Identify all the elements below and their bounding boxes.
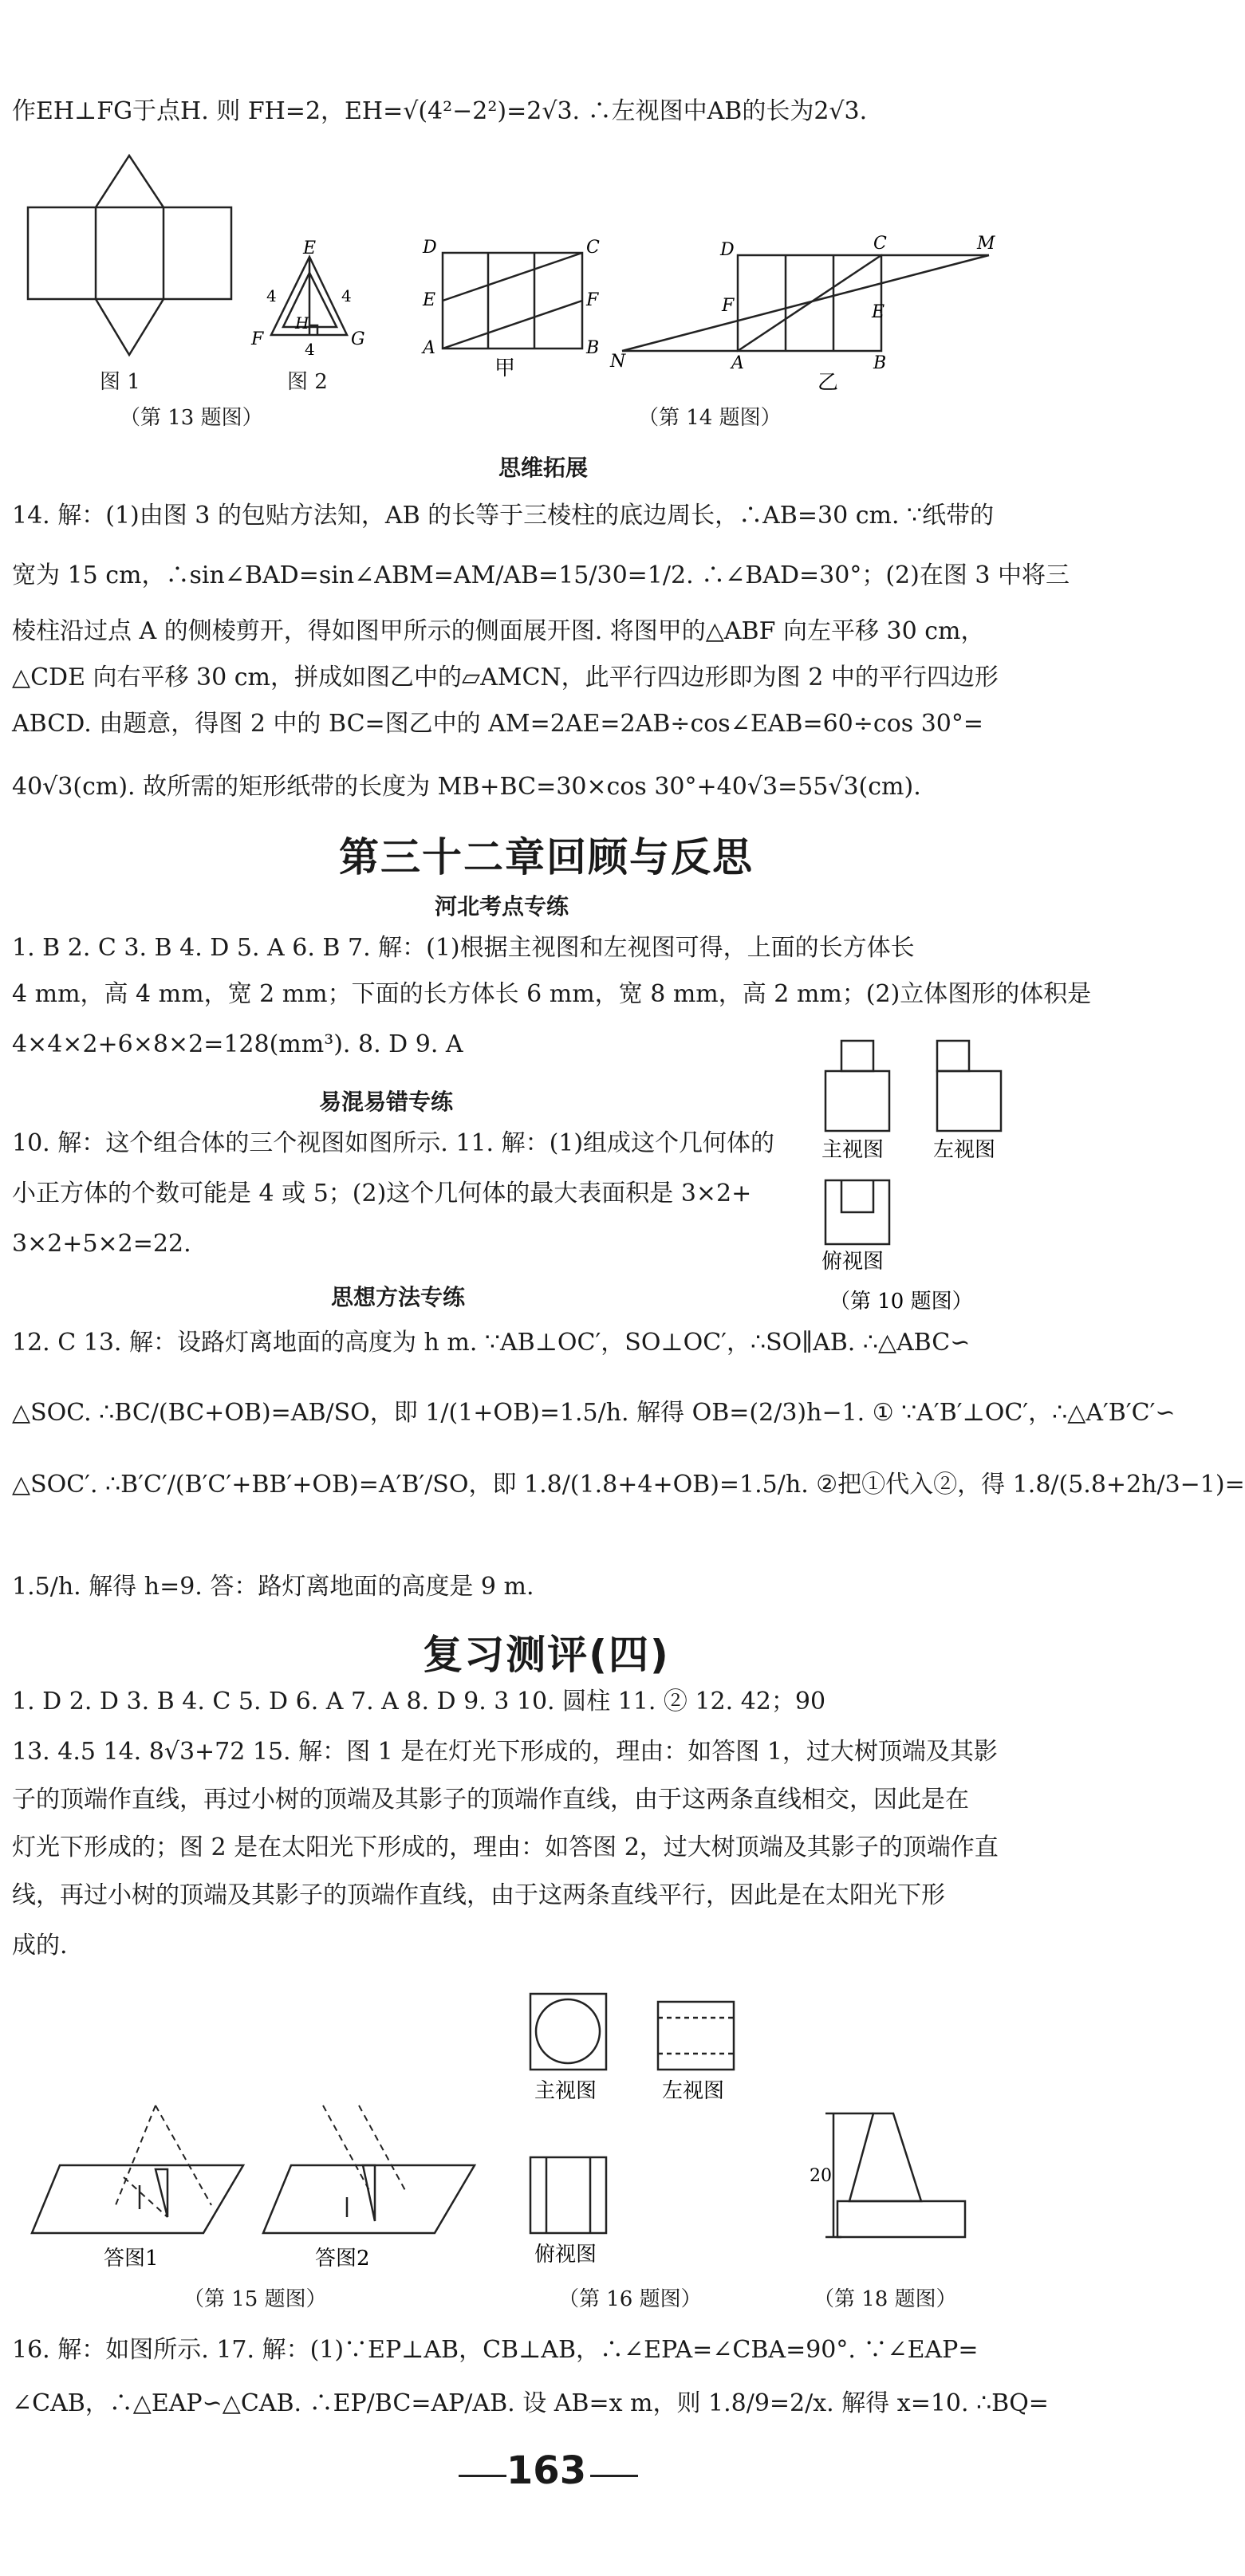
label-ans1: 答图1 — [104, 2247, 159, 2271]
review-line: 13. 4.5 14. 8√3+72 15. 解：图 1 是在灯光下形成的，理由：如答图 1，过大树顶端及其影 — [12, 1738, 998, 1766]
q12-line: △SOC′. ∴B′C′/(B′C′+BB′+OB)=A′B′/SO，即 1.8/(1.8+4+OB)=1.5/h. ②把①代入②，得 1.8/(5.8+2h/3−1)= — [12, 1471, 1245, 1499]
q14-line: △CDE 向右平移 30 cm，拼成如图乙中的▱AMCN，此平行四边形即为图 2 中的平行四边形 — [12, 664, 999, 691]
text-line: 作EH⊥FG于点H. 则 FH=2，EH=√(4²−2²)=2√3. ∴左视图中AB的长为2√3. — [12, 97, 868, 125]
q14-line: 宽为 15 cm，∴sin∠BAD=sin∠ABM=AM/AB=15/30=1/2. ∴∠BAD=30°；(2)在图 3 中将三 — [12, 561, 1070, 589]
label-B: B — [586, 338, 600, 358]
label-G: G — [351, 329, 365, 349]
figure-14-yi — [602, 231, 1017, 395]
label-height: 20 — [810, 2166, 832, 2186]
page-number: 163 — [506, 2448, 587, 2493]
review-line: 1. D 2. D 3. B 4. C 5. D 6. A 7. A 8. D 9. 3 10. 圆柱 11. ② 12. 42；90 — [12, 1688, 826, 1715]
fig-name-jia: 甲 — [494, 356, 516, 380]
chapter-title: 第三十二章回顾与反思 — [339, 834, 754, 880]
label-ans2: 答图2 — [315, 2247, 370, 2271]
label-side-left: 4 — [266, 286, 277, 305]
label-E: E — [423, 290, 436, 310]
page-dash-left — [459, 2475, 506, 2477]
hebei-line: 1. B 2. C 3. B 4. D 5. A 6. B 7. 解：(1)根据主视图和左视图可得，上面的长方体长 — [12, 934, 915, 962]
label-B: B — [873, 353, 887, 373]
sixiang-title: 思想方法专练 — [331, 1284, 466, 1310]
yihun-line: 3×2+5×2=22. — [12, 1230, 191, 1258]
review-line: 子的顶端作直线，再过小树的顶端及其影子的顶端作直线，由于这两条直线相交，因此是在 — [12, 1786, 969, 1814]
label-C: C — [586, 238, 600, 258]
fig1-caption: 图 1 — [100, 370, 140, 394]
figure-13-triangle — [239, 239, 379, 359]
yihun-line: 10. 解：这个组合体的三个视图如图所示. 11. 解：(1)组成这个几何体的 — [12, 1129, 775, 1157]
label-left-view: 左视图 — [662, 2079, 725, 2103]
caption-10: （第 10 题图） — [829, 1290, 973, 1314]
label-D: D — [423, 238, 437, 258]
label-A: A — [423, 338, 435, 358]
label-F: F — [722, 296, 735, 316]
siwei-title: 思维拓展 — [498, 455, 589, 481]
q14-line: 棱柱沿过点 A 的侧棱剪开，得如图甲所示的侧面展开图. 将图甲的△ABF 向左平移 30 cm， — [12, 617, 985, 645]
figure-13-net — [24, 148, 239, 375]
label-A: A — [731, 353, 744, 373]
q12-line: 12. C 13. 解：设路灯离地面的高度为 h m. ∵AB⊥OC′，SO⊥OC′，∴SO∥AB. ∴△ABC∽ — [12, 1329, 971, 1357]
label-M: M — [977, 234, 995, 254]
label-F: F — [586, 290, 599, 310]
q14-line: ABCD. 由题意，得图 2 中的 BC=图乙中的 AM=2AE=2AB÷cos∠EAB=60÷cos 30°= — [12, 710, 984, 738]
label-top-view: 俯视图 — [534, 2243, 597, 2267]
label-C: C — [873, 234, 887, 254]
label-F: F — [251, 329, 264, 349]
q12-line: 1.5/h. 解得 h=9. 答：路灯离地面的高度是 9 m. — [12, 1573, 534, 1601]
fig-name-yi: 乙 — [818, 371, 839, 395]
label-E: E — [303, 238, 317, 258]
label-front-view: 主视图 — [821, 1138, 885, 1162]
caption-13: （第 13 题图） — [120, 406, 263, 430]
fig2-caption: 图 2 — [287, 370, 328, 394]
review-line: 线，再过小树的顶端及其影子的顶端作直线，由于这两条直线平行，因此是在太阳光下形 — [12, 1881, 945, 1909]
review-title: 复习测评(四) — [423, 1632, 670, 1678]
review-line: 灯光下形成的；图 2 是在太阳光下形成的，理由：如答图 2，过大树顶端及其影子的顶端作直 — [12, 1834, 999, 1861]
figure-16-views — [518, 1978, 758, 2281]
label-top-view: 俯视图 — [821, 1250, 885, 1274]
figure-14-jia — [415, 235, 600, 380]
label-D: D — [720, 240, 735, 260]
q16-line: ∠CAB，∴△EAP∽△CAB. ∴EP/BC=AP/AB. 设 AB=x m，则 1.8/9=2/x. 解得 x=10. ∴BQ= — [12, 2389, 1049, 2417]
label-E: E — [872, 302, 885, 322]
label-front-view: 主视图 — [534, 2079, 597, 2103]
label-base: 4 — [305, 340, 315, 359]
yihun-line: 小正方体的个数可能是 4 或 5；(2)这个几何体的最大表面积是 3×2+ — [12, 1180, 752, 1207]
hebei-title: 河北考点专练 — [435, 893, 569, 920]
q14-line: 40√3(cm). 故所需的矩形纸带的长度为 MB+BC=30×cos 30°+40√3=55√3(cm). — [12, 773, 921, 801]
hebei-line: 4×4×2+6×8×2=128(mm³). 8. D 9. A — [12, 1030, 463, 1058]
caption-16: （第 16 题图） — [558, 2287, 702, 2311]
caption-15: （第 15 题图） — [183, 2287, 327, 2311]
figure-18 — [806, 2097, 965, 2281]
review-line: 成的. — [12, 1932, 68, 1960]
label-side-right: 4 — [341, 286, 352, 305]
q12-line: △SOC. ∴BC/(BC+OB)=AB/SO，即 1/(1+OB)=1.5/h. 解得 OB=(2/3)h−1. ① ∵A′B′⊥OC′，∴△A′B′C′∽ — [12, 1399, 1176, 1427]
label-left-view: 左视图 — [933, 1138, 996, 1162]
yihun-title: 易混易错专练 — [319, 1089, 454, 1115]
q14-line: 14. 解：(1)由图 3 的包贴方法知，AB 的长等于三棱柱的底边周长，∴AB=30 cm. ∵纸带的 — [12, 502, 995, 530]
label-N: N — [610, 352, 626, 372]
figure-10-views — [806, 1037, 1061, 1324]
figure-15-shadows — [28, 2090, 483, 2281]
hebei-line: 4 mm，高 4 mm，宽 2 mm；下面的长方体长 6 mm，宽 8 mm，高 2 mm；(2)立体图形的体积是 — [12, 980, 1092, 1008]
caption-14: （第 14 题图） — [638, 406, 782, 430]
page-dash-right — [590, 2475, 638, 2477]
label-H: H — [295, 313, 309, 333]
caption-18: （第 18 题图） — [814, 2287, 957, 2311]
q16-line: 16. 解：如图所示. 17. 解：(1)∵EP⊥AB，CB⊥AB，∴∠EPA=∠CBA=90°. ∵∠EAP= — [12, 2336, 979, 2364]
